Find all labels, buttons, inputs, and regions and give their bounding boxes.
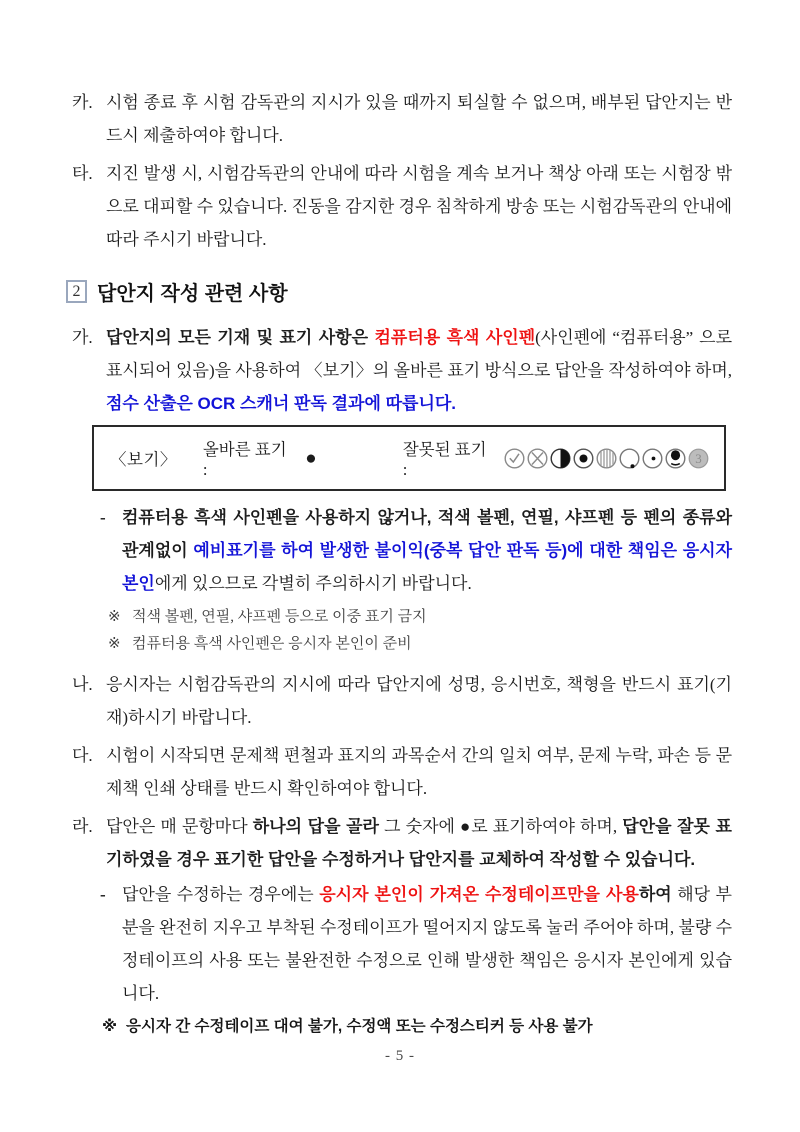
ra-bold-text-1: 하나의 답을 골라	[252, 817, 379, 836]
section-title: 답안지 작성 관련 사항	[97, 283, 288, 305]
ga-plain-text: (사인펜에 “컴퓨터용” 으로 표시되어 있음)을 사용하여 〈보기〉의 올바른 표기 방식으로 답안을 작성하여야 하며,	[106, 328, 732, 380]
page-number: - 5 -	[385, 1048, 415, 1064]
correct-mark-icon: ●	[305, 447, 317, 469]
ra-plain-text-2: 그 숫자에 ●로 표기하여야 하며,	[378, 817, 623, 836]
dash-paragraph-pen-warning	[100, 501, 732, 600]
section-heading	[66, 277, 732, 306]
item-label-da: 다.	[72, 746, 93, 765]
dash-paragraph-correction-tape	[100, 878, 732, 1010]
dash1-blue-emphasis: 예비표기를 하여 발생한 불이익(중복 답안 판독 등)에 대한 책임은 응시자 본인	[122, 541, 732, 593]
dash2-red-emphasis: 응시자 본인이 가져온 수정테이프만을 사용	[319, 885, 639, 904]
paragraph-na-text: 응시자는 시험감독관의 지시에 따라 답안지에 성명, 응시번호, 책형을 반드시 표기(기재)하시기 바랍니다.	[106, 675, 732, 727]
section-number-box: 2	[66, 280, 87, 303]
note1-text: 적색 볼펜, 연필, 샤프펜 등으로 이중 표기 금지	[132, 609, 427, 625]
correct-mark-label: 올바른 표기 :	[202, 440, 287, 479]
circle-small-dot-icon	[641, 447, 664, 470]
dash-label: -	[100, 885, 106, 904]
note3-text: 응시자 간 수정테이프 대여 불가, 수정액 또는 수정스티커 등 사용 불가	[126, 1018, 593, 1035]
dash2-bold-text: 하여	[638, 885, 672, 904]
note-asterisk: ※	[102, 1018, 118, 1035]
circle-x-icon	[526, 447, 549, 470]
paragraph-ga	[72, 321, 732, 420]
paragraph-ka-text: 시험 종료 후 시험 감독관의 지시가 있을 때까지 퇴실할 수 없으며, 배부된 답안지는 반드시 제출하여야 합니다.	[106, 93, 732, 145]
dash2-plain-text-1: 답안을 수정하는 경우에는	[122, 885, 320, 904]
dash-label: -	[100, 508, 106, 527]
paragraph-na	[72, 668, 732, 734]
circle-gray-3-icon	[687, 447, 710, 470]
paragraph-ra	[72, 810, 732, 876]
item-label-ga: 가.	[72, 328, 93, 347]
note-bring-own-pen	[108, 631, 732, 657]
note-asterisk: ※	[108, 609, 121, 625]
paragraph-ta	[72, 157, 732, 256]
item-label-ta: 타.	[72, 164, 93, 183]
circle-partial-blob-icon	[664, 447, 687, 470]
note-double-marking	[108, 604, 732, 630]
note-no-tape-sharing	[102, 1014, 732, 1040]
correct-mark-group	[203, 436, 317, 480]
circle-check-icon	[503, 447, 526, 470]
paragraph-da-text: 시험이 시작되면 문제책 편철과 표지의 과목순서 간의 일치 여부, 문제 누락, 파손 등 문제책 인쇄 상태를 반드시 확인하여야 합니다.	[106, 746, 732, 798]
example-box	[92, 425, 726, 491]
wrong-mark-label: 잘못된 표기 :	[402, 440, 487, 479]
item-label-ka: 카.	[72, 93, 93, 112]
paragraph-ka	[72, 86, 732, 152]
ra-bold-text-2: 답안을 잘못 표기하였을 경우 표기한 답안을 수정하거나 답안지를 교체하여 작성할 수 있습니다.	[106, 817, 732, 869]
paragraph-da	[72, 739, 732, 805]
dash1-bold-text: 컴퓨터용 흑색 사인펜을 사용하지 않거나, 적색 볼펜, 연필, 샤프펜 등 펜의 종류와 관계없이	[122, 508, 732, 560]
circle-striped-icon	[595, 447, 618, 470]
circle-half-filled-icon	[549, 447, 572, 470]
ga-red-emphasis: 컴퓨터용 흑색 사인펜	[374, 328, 536, 347]
circle-center-dot-icon	[572, 447, 595, 470]
circle-edge-dot-icon	[618, 447, 641, 470]
item-label-na: 나.	[72, 675, 93, 694]
notes-group	[72, 604, 732, 657]
gray-mark-number: 3	[695, 450, 702, 466]
ra-plain-text-1: 답안은 매 문항마다	[106, 817, 253, 836]
wrong-mark-group	[403, 436, 710, 480]
note-asterisk: ※	[108, 636, 121, 652]
ga-blue-emphasis: 점수 산출은 OCR 스캐너 판독 결과에 따릅니다.	[106, 394, 457, 413]
paragraph-ta-text: 지진 발생 시, 시험감독관의 안내에 따라 시험을 계속 보거나 책상 아래 또는 시험장 밖으로 대피할 수 있습니다. 진동을 감지한 경우 침착하게 방송 또는 시험감독관의 안내에 따라 주시기 바랍니다.	[106, 164, 732, 249]
dash1-plain-text: 에게 있으므로 각별히 주의하시기 바랍니다.	[154, 574, 472, 593]
ga-bold-text: 답안지의 모든 기재 및 표기 사항은	[106, 328, 375, 347]
note2-text: 컴퓨터용 흑색 사인펜은 응시자 본인이 준비	[132, 636, 412, 652]
dash2-plain-text-2: 해당 부분을 완전히 지우고 부착된 수정테이프가 떨어지지 않도록 눌러 주어야 하며, 불량 수정테이프의 사용 또는 불완전한 수정으로 인해 발생한 책임은 응시자 본인에게 있습니다.	[122, 885, 732, 1003]
example-label: 〈보기〉	[110, 450, 177, 469]
item-label-ra: 라.	[72, 817, 93, 836]
wrong-marks-row	[503, 447, 710, 470]
